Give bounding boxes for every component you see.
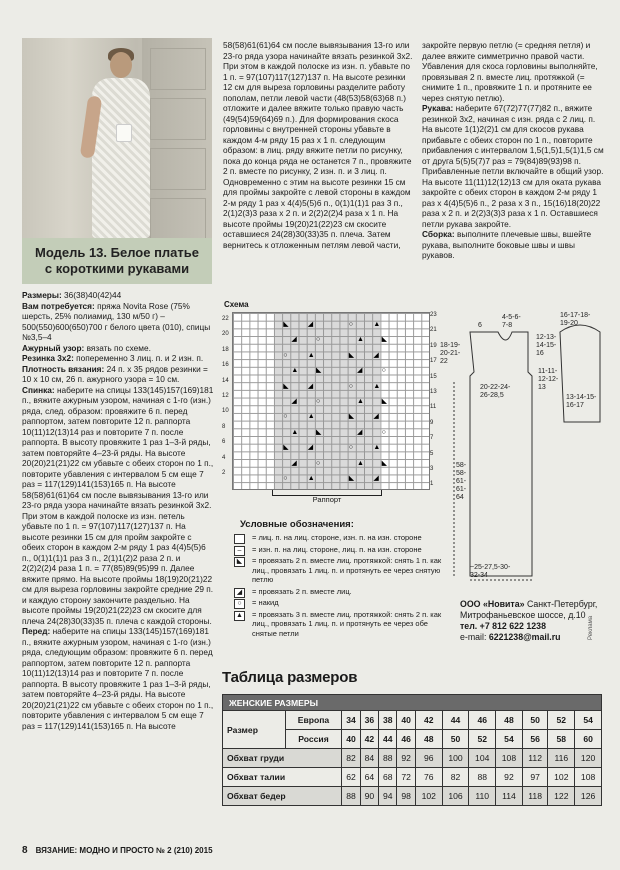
chart-symbol: ◣	[348, 351, 355, 359]
table-cell: 112	[522, 749, 548, 768]
table-cell: 60	[575, 730, 602, 749]
table-cell: 106	[442, 787, 469, 806]
vendor-name: ООО «Новита»	[460, 599, 525, 609]
left-paragraph	[22, 364, 214, 385]
table-cell: 72	[397, 768, 415, 787]
pattern-num-bottom: ~25-27,5-30- 32-34	[470, 564, 511, 579]
chart-symbol: ○	[283, 413, 288, 421]
table-row	[223, 711, 602, 730]
paragraph-heading: Ажурный узор:	[22, 342, 85, 353]
left-paragraph	[22, 343, 214, 354]
table-cell: 36	[360, 711, 378, 730]
chart-symbol: ▲	[291, 367, 299, 375]
legend-text: = провязать 2 п. вместе лиц. протяжкой: снять 1 п. как лиц., провязать 1 лиц. п. и протянуть ее через снятую петлю	[252, 556, 442, 584]
paragraph-text: закройте первую петлю (= средняя петля) и далее вяжите симметрично правой части. Убавления для скоса горловины выполняйте, провязывая 2 п. вместе лиц. протяжкой (= снимите 1 п., провяжите 1 п. и протяните ее через снятую петлю).	[422, 40, 598, 103]
chart-symbol: ○	[316, 336, 321, 344]
table-cell: 100	[442, 749, 469, 768]
pattern-num-top-left: 6	[478, 322, 482, 329]
chart-symbol: ▲	[307, 475, 315, 482]
legend-item	[230, 598, 450, 608]
chart-symbol: ◣	[283, 444, 289, 452]
table-cell: 126	[575, 787, 602, 806]
paragraph-text: попеременно 3 лиц. п. и 2 изн. п.	[73, 353, 204, 363]
vendor-tel: тел. +7 812 622 1238	[460, 621, 546, 631]
chart-symbol: ◢	[291, 398, 297, 405]
table-cell: 52	[469, 730, 496, 749]
table-row	[223, 768, 602, 787]
table-cell: 42	[360, 730, 378, 749]
chart-symbol: ◢	[291, 459, 297, 467]
paragraph-heading: Спинка:	[22, 384, 55, 395]
legend	[230, 533, 450, 640]
table-cell: 52	[548, 711, 575, 730]
table-cell: 50	[522, 711, 548, 730]
row-number: 9	[430, 419, 434, 426]
left-paragraph	[22, 353, 214, 364]
row-number: 1	[430, 481, 434, 488]
row-number: 6	[222, 439, 226, 446]
table-cell: 92	[496, 768, 523, 787]
vendor-city: Санкт-Петербург,	[524, 599, 598, 609]
footer	[22, 845, 213, 856]
row-number: 17	[430, 358, 437, 365]
schema-label: Схема	[224, 300, 249, 309]
table-cell: 62	[342, 768, 360, 787]
row-number: 10	[222, 408, 229, 415]
legend-text: = лиц. п. на лиц. стороне, изн. п. на изн. стороне	[252, 533, 422, 542]
row-numbers-left	[222, 316, 229, 485]
row-number: 8	[222, 423, 226, 430]
table-cell: 84	[360, 749, 378, 768]
cup-figure	[116, 124, 132, 142]
legend-item	[230, 610, 450, 639]
table-cell: 88	[379, 749, 397, 768]
chart-symbol: ▲	[373, 382, 381, 390]
paragraph-heading: Перед:	[22, 626, 51, 636]
chart-symbol: ○	[381, 428, 386, 436]
row-number: 20	[222, 331, 229, 338]
row-number: 5	[430, 450, 434, 457]
chart-symbol: ○	[348, 321, 354, 328]
paragraph-heading: Вам потребуется:	[22, 300, 95, 311]
page-number: 8	[22, 845, 28, 856]
door-background	[142, 38, 212, 238]
pattern-num-height: 58- 58- 61- 61- 64	[456, 462, 467, 501]
table-cell: 92	[397, 749, 415, 768]
legend-text: = провязать 3 п. вместе лиц. протяжкой: снять 2 п. как лиц., провязать 1 лиц. п. и протянуть ее через обе снятые петли	[252, 609, 442, 638]
row-number: 15	[430, 373, 437, 380]
size-label: Размер	[223, 711, 286, 749]
chart-symbol: ◢	[357, 367, 363, 375]
table-cell: 40	[397, 711, 415, 730]
row-label: Обхват бедер	[223, 787, 342, 806]
row-number: 3	[430, 465, 434, 472]
right-paragraph	[422, 229, 608, 261]
legend-text: = изн. п. на лиц. стороне, лиц. п. на изн. стороне	[252, 544, 422, 554]
russia-label: Россия	[285, 730, 342, 749]
legend-symbol: ◣	[234, 557, 245, 567]
right-paragraph	[422, 103, 608, 229]
row-label: Обхват груди	[223, 749, 342, 768]
row-label: Обхват талии	[223, 768, 342, 787]
table-header-row	[223, 695, 602, 711]
row-number: 7	[430, 435, 434, 442]
table-cell: 34	[342, 711, 360, 730]
left-paragraph	[22, 290, 214, 301]
table-cell: 58	[548, 730, 575, 749]
chart-symbol: ○	[348, 382, 354, 390]
chart-symbol: ▲	[373, 444, 381, 452]
chart-symbol: ◣	[316, 367, 322, 375]
table-cell: 48	[415, 730, 442, 749]
row-number: 19	[430, 342, 437, 349]
table-cell: 102	[548, 768, 575, 787]
chart-symbol: ▲	[307, 351, 315, 359]
chart-symbol: ▲	[373, 321, 381, 328]
paragraph-text: наберите на спицы 133(145)157(169)181 п., вяжите ажурным узором, начиная с 1-го (изн.) ряда, след. образом: провяжите 6 п. перед раппортом, затем повторите 12 п. раппорта 10(11)12(13)14 раз и повторите 7 п. после раппорта. В высоту провяжите 1 раз 1–3-й ряды, затем повторяйте 4–23-й ряды. На высоте 20(20)21(21)22 см убавьте с обеих сторон по 1 п., повторите убавления с интервалом 5 см еще 7 раз = 117(129)141(153)165 п. На высоте 58(58)61(61)64 см после вывязывания 13-го или 23-го ряда узора начинайте вязать резинкой 3х2. При этом в каждой полоске из изн. петель убавьте по 1 п. = 97(107)117(127)137 п. На высоте резинки 15 см для пройм закройте с обеих сторон в каждом 2-м ряду 1 раз 4(4)5(5)6 п., 0(1)1(1)1 раз 3 п., 2(1)1(2)2 раза 2 п. и 2(2)2(2)4 раза 1 п. = 77(85)89(95)99 п. Далее вяжите прямо. На высоте проймы 18(19)20(21)22 см для выреза горловины закройте средние 29 п. и каждую сторону закончите раздельно. На высоте проймы 19(20)21(22)23 см скосите для плеча 24(28)30(33)35 п. плеча с каждой стороны.	[22, 384, 214, 626]
caption-line-1: Модель 13. Белое платье	[35, 245, 199, 260]
pattern-num-sleeve-a: 12-13- 14-15- 16	[536, 334, 557, 357]
table-cell: 102	[415, 787, 442, 806]
row-number: 4	[222, 454, 226, 461]
knit-chart-grid	[232, 312, 430, 490]
caption-line-2: с короткими рукавами	[44, 261, 190, 276]
chart-symbol: ◣	[283, 321, 289, 328]
table-cell: 94	[379, 787, 397, 806]
middle-text-column: 58(58)61(61)64 см после вывязывания 13-го или 23-го ряда узора начинайте вязать резинкой 3х2. При этом в каждой полоске из изн. п. убавьте по 1 п. = 97(107)117(127)137 п. На высоте резинки 12 см для выреза горловины разделите работу пополам, петли левой части (48(53)58(63)68 п.) отложите и далее вяжите только правую часть (49(54)59(64)69 п.). Для формирования скоса горловины с внутренней стороны убавьте в каждом 4-м ряду 15 раз х 1 п. следующим образом: в лиц. ряду вяжите петли по рисунку, пока до конца ряда не останется 7 п., провяжите 2 п. вместе по рисунку, 2 изн. п. и 3 лиц. п. Одновременно с этим на высоте резинки 15 см для проймы закройте с левой стороны в каждом 2-м ряду 1 раз х 4(4)5(5)6 п., 0(1)1(1)1 раз 3 п., 2(1)2(3)3 раза х 2 п. и 2(2)2(2)4 раза х 1 п. На высоте проймы 19(20)21(22)23 см скосите оставшиеся 24(28)30(33)35 п. плеча. Затем вернитесь к отложенным петлям левой части,	[223, 40, 413, 250]
chart-symbol: ▲	[357, 336, 364, 344]
legend-item	[230, 545, 450, 555]
paragraph-text: 24 п. х 35 рядов резинки = 10 х 10 см, 26 п. ажурного узора = 10 см.	[22, 363, 208, 384]
chart-symbol: ◣	[283, 382, 289, 390]
chart-symbol: ○	[348, 444, 354, 452]
table-cell: 54	[496, 730, 523, 749]
model-caption	[22, 238, 212, 284]
left-paragraph	[22, 626, 214, 731]
paragraph-text: наберите 67(72)77(77)82 п., вяжите резинкой 3х2, начиная с изн. ряда с 2 лиц. п. На высоте 1(1)2(2)1 см для скосов рукава прибавьте с обеих сторон по 1 п., повторите прибавления с интервалом 1,5(1,5)1,5(1)1,5 см от друга 5(5)5(7)7 раз = 79(84)89(93)98 п. Прибавленные петли включайте в общий узор. На высоте 11(11)12(12)13 см для оката рукава закройте с обеих сторон в каждом 2-м ряду 1 раз х 4(4)5(5)6 п., 2 раза х 3 п., 15(16)18(20)22 раза х 2 п. и 2(2)3(3)3 раза х 1 п. Оставшиеся петли рукава закройте.	[422, 103, 604, 229]
right-paragraph	[422, 40, 608, 103]
chart-symbol: ○	[283, 351, 288, 359]
table-cell: 118	[522, 787, 548, 806]
table-cell: 44	[379, 730, 397, 749]
legend-item	[230, 587, 450, 597]
legend-symbol: ◢	[234, 588, 245, 598]
chart-symbol: ◢	[291, 336, 297, 344]
row-number: 22	[222, 316, 229, 322]
table-cell: 97	[522, 768, 548, 787]
table-cell: 46	[397, 730, 415, 749]
table-cell: 50	[442, 730, 469, 749]
row-number: 2	[222, 469, 226, 476]
table-cell: 122	[548, 787, 575, 806]
pattern-num-sleeve-c: 13-14-15- 16-17	[566, 394, 597, 409]
pattern-num-left: 18-19- 20-21- 22	[440, 342, 461, 365]
footer-text: ВЯЗАНИЕ: МОДНО И ПРОСТО № 2 (210) 2015	[35, 846, 213, 855]
row-numbers-right	[430, 312, 437, 497]
paragraph-heading: Резинка 3х2:	[22, 353, 74, 363]
row-number: 16	[222, 362, 229, 369]
pattern-drawing	[440, 312, 610, 594]
pattern-num-inner: 20-22-24- 26-28,5	[480, 384, 511, 399]
pattern-num-sleeve-b: 11-11- 12-12- 13	[538, 368, 559, 391]
row-number: 12	[222, 392, 229, 399]
chart-symbol: ◢	[307, 444, 314, 452]
chart-symbol: ▲	[357, 459, 364, 467]
table-cell: 110	[469, 787, 496, 806]
table-cell: 104	[469, 749, 496, 768]
legend-item	[230, 533, 450, 543]
head-figure	[110, 52, 132, 78]
raport-area	[274, 313, 380, 489]
table-cell: 76	[415, 768, 442, 787]
table-cell: 48	[496, 711, 523, 730]
table-cell: 40	[342, 730, 360, 749]
table-cell: 120	[575, 749, 602, 768]
legend-item	[230, 556, 450, 585]
paragraph-heading: Сборка:	[422, 229, 455, 239]
chart-symbol: ◣	[381, 398, 387, 405]
garment-pattern	[440, 312, 610, 594]
row-number: 14	[222, 377, 229, 384]
paragraph-text: пряжа Novita Rose (75% шерсть, 25% полиамид, 130 м/50 г) – 500(550)600(650)700 г белого цвета (010), спицы №3,5–4	[22, 300, 211, 342]
table-cell: 98	[397, 787, 415, 806]
paragraph-heading: Плотность вязания:	[22, 363, 105, 374]
legend-symbol	[234, 534, 245, 544]
chart-symbol: ▲	[357, 398, 364, 405]
row-number: 18	[222, 346, 229, 353]
pattern-num-top-mid: 4-5-6- 7-8	[502, 314, 521, 329]
table-cell: 82	[442, 768, 469, 787]
paragraph-text: выполните плечевые швы, вшейте рукава, выполните боковые швы и швы рукавов.	[422, 229, 592, 260]
table-cell: 42	[415, 711, 442, 730]
chart-symbol: ◢	[307, 321, 314, 328]
chart-symbol: ◢	[373, 351, 379, 359]
row-number: 11	[430, 404, 437, 411]
legend-text: = накид	[252, 598, 279, 607]
table-cell: 44	[442, 711, 469, 730]
model-photo	[22, 38, 212, 238]
chart-symbol: ◣	[316, 428, 322, 436]
table-cell: 82	[342, 749, 360, 768]
chart-symbol: ◣	[348, 475, 355, 482]
legend-title: Условные обозначения:	[240, 519, 354, 530]
table-cell: 88	[469, 768, 496, 787]
paragraph-text: наберите на спицы 133(145)157(169)181 п., вяжите ажурным узором, начиная с 1-го (изн.) ряда, следующим образом: провяжите 6 п. перед раппортом, затем повторите 12 п. раппорта 10(11)12(13)14 раз и повторите 7 п. после раппорта. В высоту провяжите 1 раз 1–3-й ряды, затем повторяйте 4–23-й ряды. На высоте 20(20)21(21)22 см убавьте с обеих сторон по 1 п., повторите убавления с интервалом 5 см еще 7 раз = 117(129)141(153)165 п. На высоте	[22, 626, 214, 731]
table-cell: 54	[575, 711, 602, 730]
legend-symbol: –	[234, 546, 245, 556]
chart-symbol: ○	[381, 367, 386, 375]
chart-symbol: ◣	[381, 459, 387, 467]
right-text-column	[422, 40, 608, 294]
table-cell: 96	[415, 749, 442, 768]
chart-symbol: ○	[283, 475, 288, 482]
table-cell: 90	[360, 787, 378, 806]
left-paragraph	[22, 385, 214, 627]
chart-symbol: ◣	[381, 336, 387, 344]
paragraph-text: 36(38)40(42)44	[61, 290, 122, 300]
left-paragraph	[22, 301, 214, 343]
chart-symbol: ◢	[373, 413, 379, 421]
vendor-address: Митрофаньевское шоссе, д.10	[460, 610, 586, 620]
table-cell: 64	[360, 768, 378, 787]
chart-symbol: ▲	[307, 413, 315, 421]
chart-symbol: ◢	[373, 475, 379, 482]
table-cell: 56	[522, 730, 548, 749]
row-number: 21	[430, 327, 437, 334]
table-cell: 68	[379, 768, 397, 787]
table-cell: 114	[496, 787, 523, 806]
europe-label: Европа	[285, 711, 342, 730]
table-cell: 88	[342, 787, 360, 806]
chart-symbol: ▲	[291, 428, 299, 436]
advert-label: Реклама	[588, 615, 594, 640]
table-row	[223, 749, 602, 768]
table-row	[223, 787, 602, 806]
pattern-num-top-right: 16-17-18- 19-20	[560, 312, 591, 327]
legend-text: = провязать 2 п. вместе лиц.	[252, 586, 352, 596]
table-cell: 116	[548, 749, 575, 768]
table-cell: 108	[575, 768, 602, 787]
chart-symbol: ◢	[307, 382, 314, 390]
row-number: 13	[430, 388, 437, 395]
row-number: 23	[430, 312, 437, 318]
left-text-column	[22, 290, 214, 840]
raport-bracket	[272, 490, 382, 504]
paragraph-heading: Рукава:	[422, 103, 454, 113]
vendor-email-label: e-mail:	[460, 632, 489, 642]
size-table-title: Таблица размеров	[222, 669, 358, 686]
chart-symbol: ○	[316, 398, 321, 405]
table-cell: 38	[379, 711, 397, 730]
table-cell: 46	[469, 711, 496, 730]
chart-symbol: ○	[316, 459, 321, 467]
raport-label: Раппорт	[312, 495, 342, 504]
table-cell: 108	[496, 749, 523, 768]
legend-symbol: ○	[234, 599, 245, 609]
table-header: ЖЕНСКИЕ РАЗМЕРЫ	[223, 695, 602, 711]
chart-symbol: ◣	[348, 413, 355, 421]
paragraph-text: вязать по схеме.	[84, 342, 151, 353]
chart-symbol: ◢	[357, 428, 363, 436]
legend-symbol: ▲	[234, 611, 245, 621]
vendor-email[interactable]: 6221238@mail.ru	[488, 632, 561, 642]
paragraph-heading: Размеры:	[22, 290, 62, 300]
size-table	[222, 694, 602, 806]
